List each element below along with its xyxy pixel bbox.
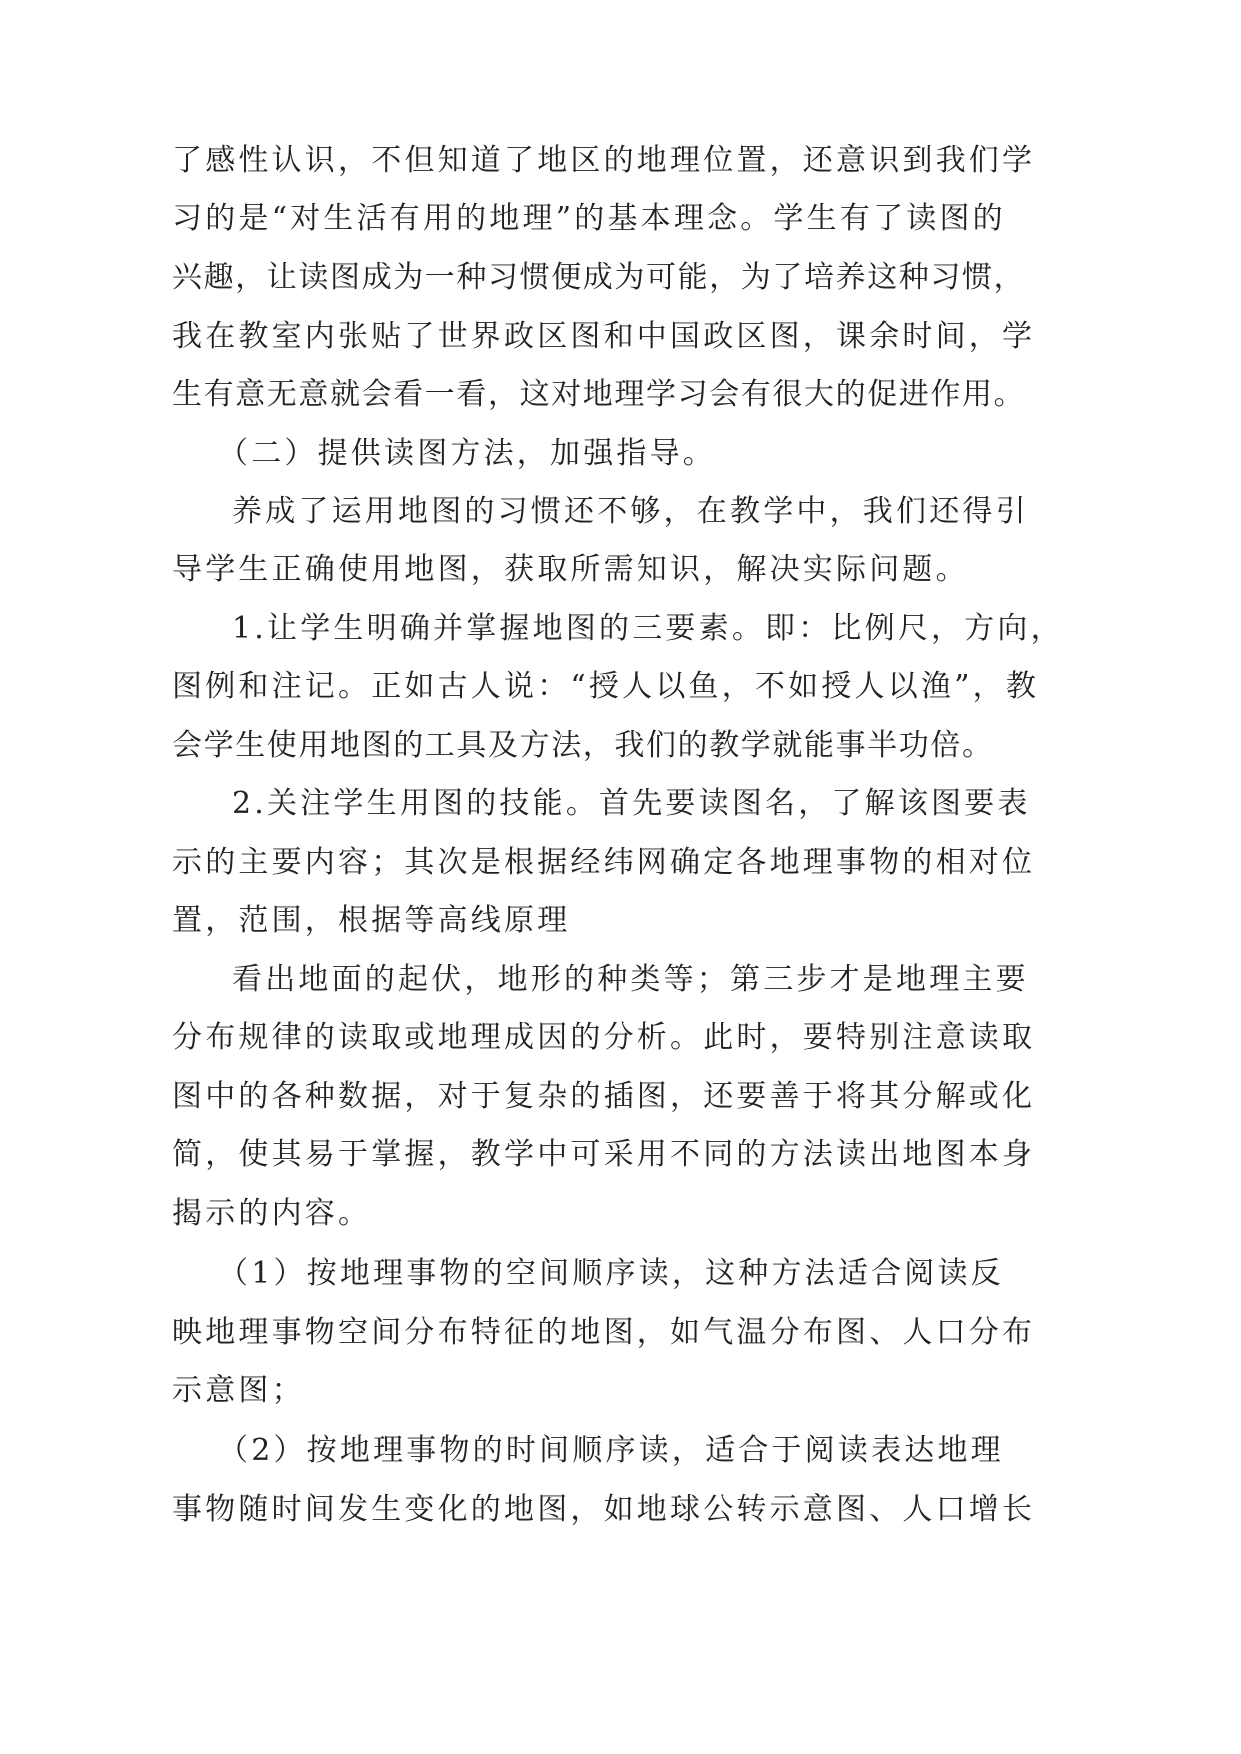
- paragraph-line: 兴趣，让读图成为一种习惯便成为可能，为了培养这种习惯，: [172, 260, 1026, 295]
- paragraph-line: 分布规律的读取或地理成因的分析。此时，要特别注意读取: [172, 1020, 1036, 1055]
- list-item-line: （1）按地理事物的空间顺序读，这种方法适合阅读反: [218, 1256, 1004, 1291]
- paragraph-line: 示的主要内容；其次是根据经纬网确定各地理事物的相对位: [172, 845, 1036, 880]
- paragraph-line: 看出地面的起伏，地形的种类等；第三步才是地理主要: [232, 962, 1029, 997]
- paragraph-line: 我在教室内张贴了世界政区图和中国政区图，课余时间，学: [172, 319, 1036, 354]
- paragraph-line: 了感性认识，不但知道了地区的地理位置，还意识到我们学: [172, 143, 1036, 178]
- paragraph-line: 会学生使用地图的工具及方法，我们的教学就能事半功倍。: [172, 728, 994, 763]
- paragraph-line: 图中的各种数据，对于复杂的插图，还要善于将其分解或化: [172, 1079, 1036, 1114]
- list-item-line: 1.让学生明确并掌握地图的三要素。即：比例尺，方向，: [232, 611, 1064, 646]
- paragraph-line: 事物随时间发生变化的地图，如地球公转示意图、人口增长: [172, 1492, 1036, 1527]
- paragraph-line: 简，使其易于掌握，教学中可采用不同的方法读出地图本身: [172, 1137, 1036, 1172]
- paragraph-line: 习的是“对生活有用的地理”的基本理念。学生有了读图的: [172, 201, 1006, 236]
- paragraph-line: 示意图；: [172, 1373, 305, 1408]
- paragraph-line: 置，范围，根据等高线原理: [172, 903, 571, 938]
- paragraph-line: 养成了运用地图的习惯还不够，在教学中，我们还得引: [232, 494, 1029, 529]
- paragraph-line: 生有意无意就会看一看，这对地理学习会有很大的促进作用。: [172, 377, 1026, 412]
- paragraph-line: 揭示的内容。: [172, 1196, 372, 1231]
- paragraph-line: 映地理事物空间分布特征的地图，如气温分布图、人口分布: [172, 1315, 1036, 1350]
- paragraph-line: 导学生正确使用地图，获取所需知识，解决实际问题。: [172, 552, 969, 587]
- list-item-line: 2.关注学生用图的技能。首先要读图名，了解该图要表: [232, 786, 1031, 821]
- list-item-line: （2）按地理事物的时间顺序读，适合于阅读表达地理: [218, 1433, 1004, 1468]
- paragraph-line: 图例和注记。正如古人说：“授人以鱼，不如授人以渔”，教: [172, 669, 1040, 704]
- section-heading: （二）提供读图方法，加强指导。: [218, 436, 716, 471]
